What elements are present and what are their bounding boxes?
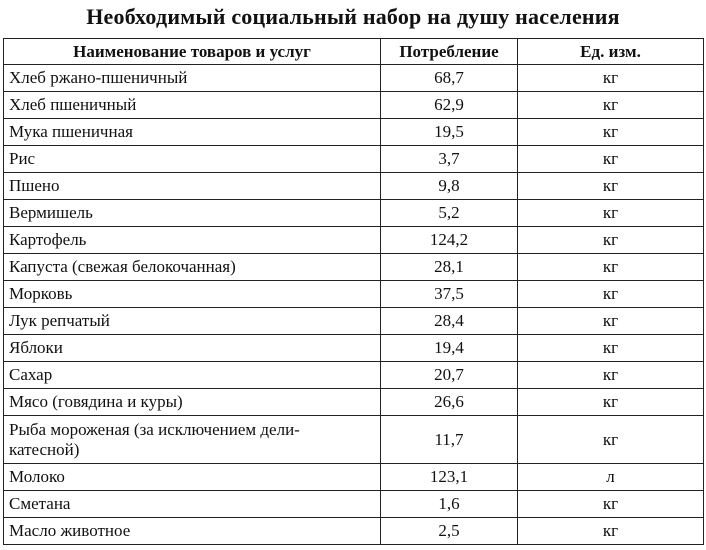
table-row — [4, 65, 704, 92]
item-consumption: 28,4 — [381, 308, 518, 335]
item-name-line-2: катесной) — [9, 439, 80, 459]
item-unit: кг — [518, 308, 704, 335]
item-consumption: 123,1 — [381, 464, 518, 491]
item-consumption: 5,2 — [381, 200, 518, 227]
item-consumption: 62,9 — [381, 92, 518, 119]
item-name: Яблоки — [4, 335, 381, 362]
item-consumption: 37,5 — [381, 281, 518, 308]
item-name: Мука пшеничная — [4, 119, 381, 146]
table-row — [4, 491, 704, 518]
item-unit: л — [518, 464, 704, 491]
item-unit: кг — [518, 335, 704, 362]
table-row — [4, 173, 704, 200]
item-unit: кг — [518, 173, 704, 200]
table-header-row — [4, 39, 704, 65]
item-name: Масло животное — [4, 518, 381, 545]
item-name: Капуста (свежая белокочанная) — [4, 254, 381, 281]
item-name: Хлеб ржано-пшеничный — [4, 65, 381, 92]
goods-table — [3, 38, 704, 545]
item-consumption: 26,6 — [381, 389, 518, 416]
item-unit: кг — [518, 146, 704, 173]
item-name: Морковь — [4, 281, 381, 308]
table-row — [4, 362, 704, 389]
item-name: Молоко — [4, 464, 381, 491]
table-row — [4, 227, 704, 254]
item-name — [4, 416, 381, 464]
item-name: Вермишель — [4, 200, 381, 227]
table-row — [4, 464, 704, 491]
table-row — [4, 92, 704, 119]
table-row — [4, 518, 704, 545]
item-name: Картофель — [4, 227, 381, 254]
item-unit: кг — [518, 416, 704, 464]
item-name: Сахар — [4, 362, 381, 389]
item-unit: кг — [518, 227, 704, 254]
table-row — [4, 308, 704, 335]
table-row — [4, 254, 704, 281]
item-name: Рис — [4, 146, 381, 173]
item-consumption: 19,5 — [381, 119, 518, 146]
item-consumption: 124,2 — [381, 227, 518, 254]
item-unit: кг — [518, 518, 704, 545]
table-row — [4, 200, 704, 227]
item-unit: кг — [518, 119, 704, 146]
item-name: Мясо (говядина и куры) — [4, 389, 381, 416]
item-consumption: 28,1 — [381, 254, 518, 281]
table-row — [4, 389, 704, 416]
item-consumption: 19,4 — [381, 335, 518, 362]
item-name: Лук репчатый — [4, 308, 381, 335]
item-unit: кг — [518, 389, 704, 416]
item-unit: кг — [518, 200, 704, 227]
item-consumption: 20,7 — [381, 362, 518, 389]
item-unit: кг — [518, 92, 704, 119]
item-consumption: 9,8 — [381, 173, 518, 200]
item-name: Пшено — [4, 173, 381, 200]
item-consumption: 1,6 — [381, 491, 518, 518]
table-row — [4, 335, 704, 362]
item-unit: кг — [518, 491, 704, 518]
item-unit: кг — [518, 281, 704, 308]
item-unit: кг — [518, 362, 704, 389]
table-row — [4, 416, 704, 464]
item-unit: кг — [518, 254, 704, 281]
header-name: Наименование товаров и услуг — [4, 39, 381, 65]
item-name: Сметана — [4, 491, 381, 518]
item-consumption: 11,7 — [381, 416, 518, 464]
header-consumption: Потребление — [381, 39, 518, 65]
item-consumption: 68,7 — [381, 65, 518, 92]
table-row — [4, 146, 704, 173]
table-row — [4, 119, 704, 146]
header-unit: Ед. изм. — [518, 39, 704, 65]
page-title: Необходимый социальный набор на душу населения — [86, 4, 620, 29]
item-unit: кг — [518, 65, 704, 92]
item-name-line-1: Рыба мороженая (за исключением дели- — [9, 419, 300, 439]
item-consumption: 3,7 — [381, 146, 518, 173]
item-consumption: 2,5 — [381, 518, 518, 545]
item-name: Хлеб пшеничный — [4, 92, 381, 119]
table-row — [4, 281, 704, 308]
